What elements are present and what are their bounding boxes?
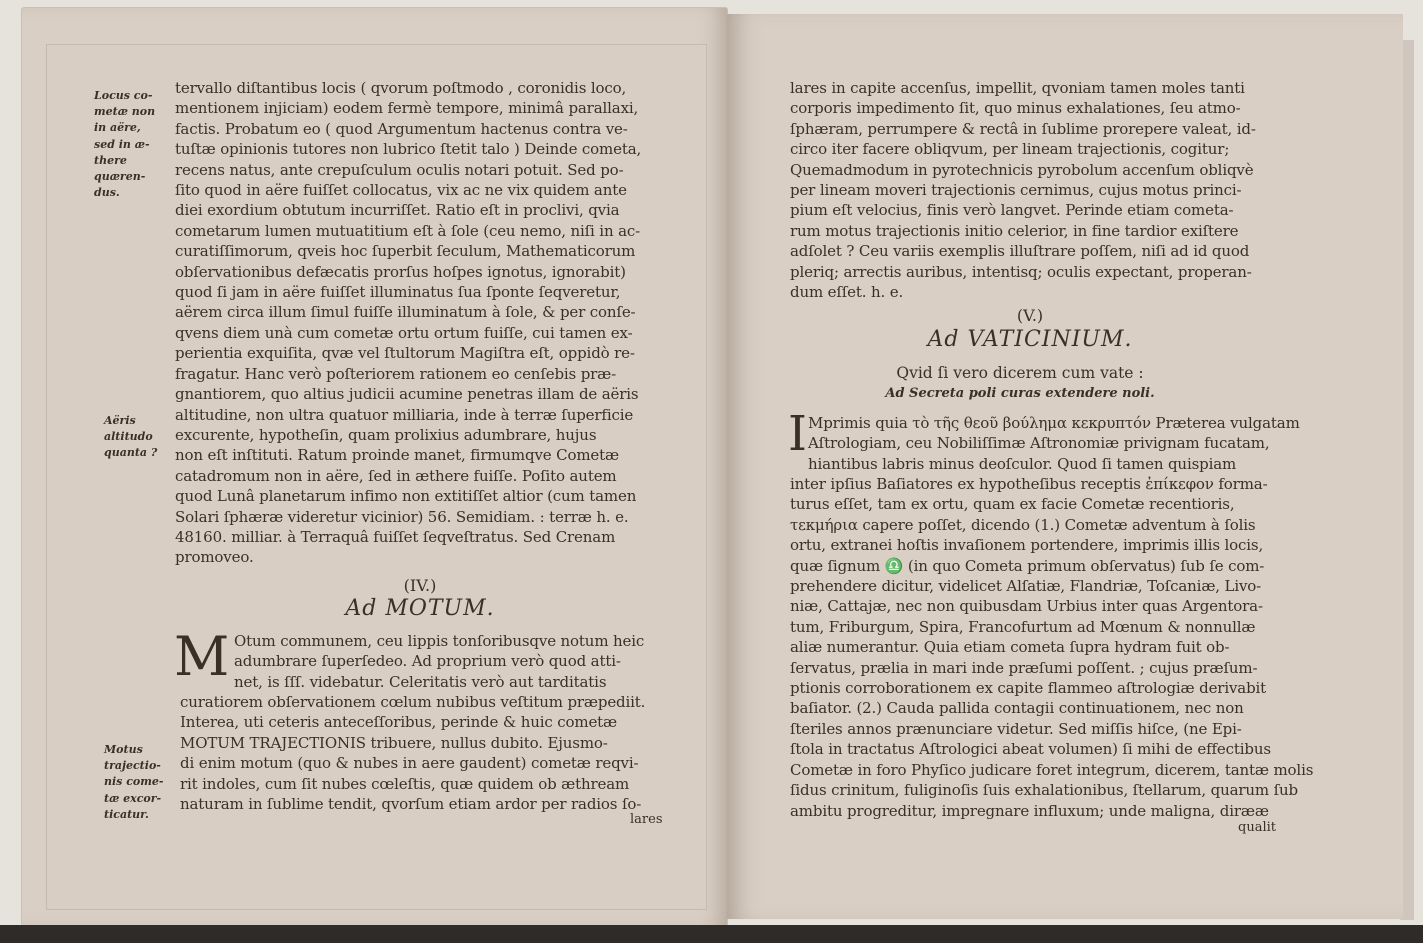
- catchword-right: qualit: [1238, 820, 1276, 835]
- right-paragraph-1: lares in capite accenſus, impellit, qvoniam tamen moles tanti corporis impedimento ſit, quo minus exhalationes, ſeu atmo- ſphæram, perrumpere & rectâ in ſublime prorepere valeat, id- circo iter facere obliqvum, per lineam trajectionis, cogitur; Quemadmodum in pyrotechnicis pyrobolum accenſum obliqvè per lineam moveri trajectionis cernimus, cujus motus princi- pium eſt velocius, finis verò langvet. Perinde etiam cometa- rum motus trajectionis initio celerior, in fine tardior exiſtere adſolet ? Ceu variis exemplis illuſtrare poſſem, niſi ad id quod pleriq; arrectis auribus, intentisq; oculis expectant, properan- dum eſſet. h. e.: [790, 79, 1256, 302]
- right-paragraph-2b: inter ipſius Baſiatores ex hypotheſibus receptis ἐπίκεφον forma- turus eſſet, tam ex ortu, quam ex facie Cometæ recentioris, τεκμήρια capere poſſet, dicendo (1.) Cometæ adventum à ſolis ortu, extranei hoſtis invaſionem portendere, imprimis illis locis, quæ ſignum ♎ (in quo Cometa primum obſervatus) ſub ſe com- prehendere dicitur, videlicet Alſatiæ, Flandriæ, Toſcaniæ, Livo- niæ, Cattajæ, nec non quibusdam Urbius inter quas Argentora- tum, Friburgum, Spira, Francofurtum ad Mœnum & nonnullæ aliæ numerantur. Quia etiam cometa ſupra hydram fuit ob- ſervatus, prælia in mari inde præſumi poſſent. ; cujus præſum- ptionis corroborationem ex capite flammeo aſtrologiæ derivabit baſiator. (2.) Cauda pallida contagii continuationem, nec non ſteriles annos prænunciare videtur. Sed miſſis hiſce, (ne Epi- ſtola in tractatus Aſtrologici abeat volumen) ſi mihi de effectibus Cometæ in foro Phyſico judicare foret integrum, dicerem, tantæ molis ſidus crinitum, fuliginoſis ſuis exhalationibus, ſtellarum, quarum ſub ambitu progreditur, impregnare influxum; unde maligna, dirææ: [790, 475, 1314, 820]
- section-title-vaticinium: Ad VATICINIUM.: [927, 327, 1133, 352]
- left-paragraph-2b: curatiorem obſervationem cœlum nubibus veſtitum præpediit. Interea, uti ceteris anteceſſoribus, perinde & huic cometæ MOTUM TRAJECTIONIS tribuere, nullus dubito. Ejusmo- di enim motum (quo & nubes in aere gaudent) cometæ reqvi- rit indoles, cum ſit nubes cœleſtis, quæ quidem ob æthream naturam in ſublime tendit, qvorſum etiam ardor per radios ſo-: [180, 693, 646, 814]
- subtitle-vate: Qvid ſi vero dicerem cum vate :: [896, 364, 1144, 382]
- section-number-v: (V.): [1016, 306, 1044, 325]
- right-paragraph-2a: Mprimis quia τὸ τῆς θεοῦ βούλημα κεκρυπτόν Præterea vulgatam Aſtrologiam, ceu Nobiliſſimæ Aſtronomiæ privignam fucatam, hiantibus labris minus deoſculor. Quod ſi tamen quispiam: [808, 414, 1300, 473]
- catchword-left: lares: [630, 812, 663, 827]
- drop-cap-m: M: [174, 625, 230, 688]
- section-number-iv: (IV.): [403, 576, 437, 595]
- section-title-motum: Ad MOTUM.: [345, 596, 495, 621]
- margin-note-motion: Motus trajectio- nis come- tæ excor- ticatur.: [104, 743, 164, 821]
- margin-note-air-altitude: Aëris altitudo quanta ?: [104, 414, 158, 460]
- table-surface: [0, 925, 1423, 943]
- left-paragraph-2a: Otum communem, ceu lippis tonſoribusqve notum heic adumbrare ſuperſedeo. Ad proprium verò quod atti- net, is ſſſ. videbatur. Celeritatis verò aut tarditatis: [234, 632, 645, 691]
- left-paragraph-1: tervallo diſtantibus locis ( qvorum poſtmodo , coronidis loco, mentionem injiciam) eodem fermè tempore, minimâ parallaxi, factis. Probatum eo ( quod Argumentum hactenus contra ve- tuſtæ opinionis tutores non lubrico ſtetit talo ) Deinde cometa, recens natus, ante crepuſculum oculis notari potuit. Sed po- ſito quod in aëre fuiſſet collocatus, vix ac ne vix quidem ante diei exordium obtutum incurriſſet. Ratio eſt in proclivi, qvia cometarum lumen mutuatitium eſt à ſole (ceu nemo, niſi in ac- curatiſſimorum, qveis hoc ſuperbit ſeculum, Mathematicorum obſervationibus defæcatis prorſus hoſpes ignotus, ignorabit) quod ſi jam in aëre fuiſſet illuminatus ſua ſponte ſeqveretur, aërem circa illum ſimul fuiſſe illuminatum à ſole, & per conſe- qvens diem unà cum cometæ ortu ortum fuiſſe, cui tamen ex- perientia exquiſita, qvæ vel ſtultorum Magiſtra eſt, oppidò re- fragatur. Hanc verò poſteriorem rationem eo cenſebis præ- gnantiorem, quo altius judicii acumine penetras illam de aëris altitudine, non ultra quatuor milliaria, inde à terræ ſuperficie excurente, hypotheſin, quam prolixius adumbrare, hujus non eſt inſtituti. Ratum proinde manet, firmumqve Cometæ catadromum non in aëre, ſed in æthere fuiſſe. Poſito autem quod Lunâ planetarum infimo non extitiſſet altior (cum tamen Solari ſphæræ videretur vicinior) 56. Semidiam. : terræ h. e. 48160. milliar. à Terraquâ fuiſſet ſeqveſtratus. Sed Crenam promoveo.: [175, 79, 642, 567]
- drop-cap-i: I: [788, 406, 807, 462]
- motto-line: Ad Secreta poli curas extendere noli.: [885, 386, 1155, 401]
- margin-note-location: Locus co- metæ non in aëre, sed in æ- there quæren- dus.: [94, 89, 156, 200]
